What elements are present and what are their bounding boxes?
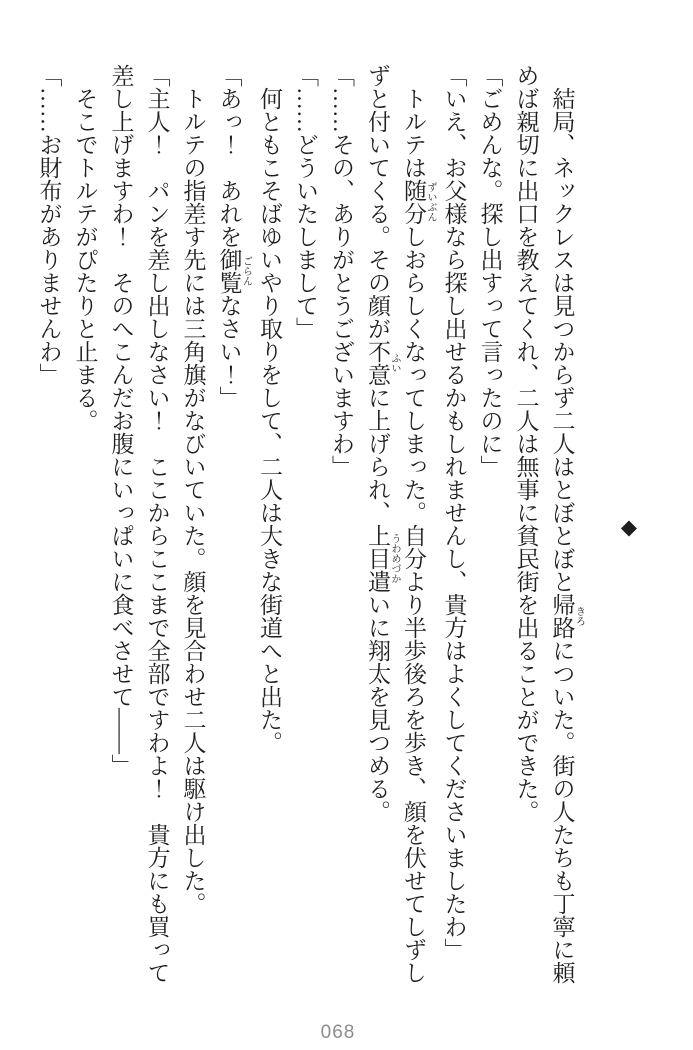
page-number: 068 <box>320 1022 356 1043</box>
paragraph: 「……その、ありがとうございますわ」 <box>329 64 354 478</box>
paragraph: 「……どういたしまして」 <box>293 64 318 340</box>
paragraph: 「主人！ パンを差し出しなさい！ ここからここまで全部ですわよ！ 貴方にも買って差し上げますわ！ そのへこんだお腹にいっぱいに食べさせて――」 <box>108 64 170 984</box>
paragraph: 「あっ！ あれを御覧 ごらんなさい！」 <box>216 64 252 409</box>
furigana: ふい <box>389 340 400 386</box>
ruby-annotated-word: 上目遣 うわめづか <box>365 524 400 593</box>
ruby-annotated-word: 帰路 きろ <box>549 593 585 639</box>
ruby-annotated-word: 御覧 ごらん <box>216 248 252 294</box>
novel-text-block <box>31 64 648 990</box>
furigana: ごらん <box>240 248 252 294</box>
paragraph: そこでトルテがぴたりと止まる。 <box>72 87 98 432</box>
furigana: きろ <box>573 593 585 639</box>
furigana: うわめづか <box>389 524 400 593</box>
ruby-annotated-word: 不意 ふい <box>365 340 400 386</box>
paragraph: 何ともこそばゆいやり取りをして、二人は大きな街道へと出た。 <box>257 87 282 754</box>
ruby-annotated-word: 随分 ずいぶん <box>401 179 436 225</box>
paragraph: トルテは随分 ずいぶんしおらしくなってしまった。自分より半歩後ろを歩き、顔を伏せてしずしずと付いてくる。その顔が不意 ふいに上げられ、上目遣 うわめづかいに翔太を見つめる。 <box>365 64 436 984</box>
paragraph: 「いえ、お父様なら探し出せるかもしれませんし、貴方はよくしてくださいましたわ」 <box>441 64 467 961</box>
paragraph: 「ごめんな。探し出すって言ったのに」 <box>477 64 503 478</box>
paragraph: トルテの指差す先には三角旗がなびいていた。顔を見合わせ二人は駆け出した。 <box>180 87 206 915</box>
paragraph: 結局、ネックレスは見つからず二人はとぼとぼと帰路 きろについた。街の人たちも丁寧に頼めば親切に出口を教えてくれ、二人は無事に貧民街を出ることができた。 <box>513 64 585 984</box>
furigana: ずいぶん <box>425 179 436 225</box>
paragraph: 「……お財布がありませんわ」 <box>36 64 62 386</box>
scene-break-diamond: ◆ <box>617 515 641 539</box>
